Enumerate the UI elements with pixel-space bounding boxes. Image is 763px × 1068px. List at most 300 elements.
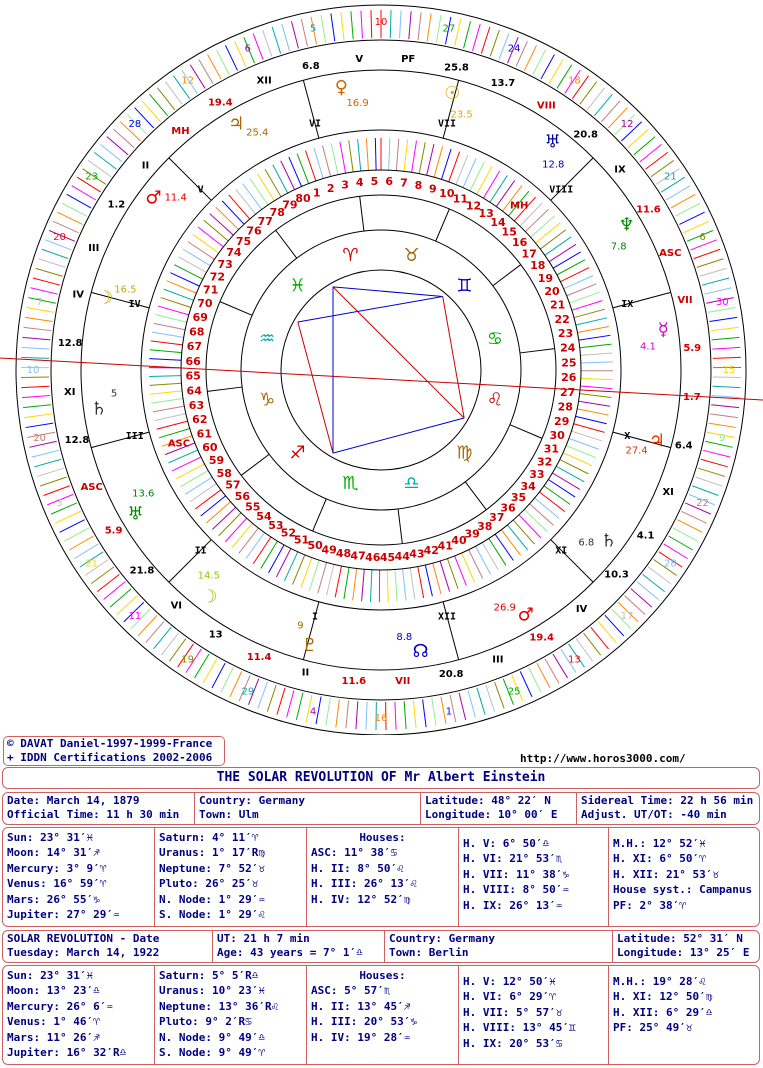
hatch-line bbox=[675, 203, 700, 216]
hatch-line bbox=[62, 203, 87, 216]
revolution-planet: Neptune: 13° 36′R♌ bbox=[159, 999, 279, 1013]
natal-positions-panel bbox=[2, 827, 760, 927]
planet-value: 8.8 bbox=[396, 631, 413, 643]
natal-country: Country: Germany bbox=[199, 794, 305, 807]
outer-ring-number: 28 bbox=[128, 118, 142, 130]
hatch-line bbox=[155, 414, 186, 421]
natal-planets-b bbox=[155, 828, 307, 926]
hatch-line bbox=[21, 377, 49, 378]
hatch-line bbox=[418, 567, 424, 598]
hatch-line bbox=[152, 332, 184, 337]
misc-label: 11.6 bbox=[341, 675, 367, 687]
natal-planet: Moon: 14° 31′♐ bbox=[7, 846, 100, 860]
hatch-line bbox=[287, 690, 294, 717]
hatch-line bbox=[356, 701, 358, 729]
website-link[interactable]: http://www.horos3000.com/ bbox=[520, 752, 686, 765]
revolution-house: H. VII: 5° 57′♉ bbox=[463, 1005, 563, 1019]
zodiac-signs bbox=[259, 245, 503, 494]
misc-label: VI bbox=[170, 600, 183, 612]
hatch-line bbox=[539, 492, 564, 512]
natal-planet: Pluto: 26° 25′♉ bbox=[159, 877, 259, 891]
planet-glyph: ♂ bbox=[517, 604, 534, 626]
hatch-line bbox=[481, 27, 489, 54]
natal-time: Official Time: 11 h 30 min bbox=[7, 808, 180, 821]
outer-ring-number: 17 bbox=[620, 611, 634, 623]
natal-place-cell bbox=[195, 793, 421, 824]
hatch-line bbox=[149, 376, 181, 377]
hatch-line bbox=[455, 19, 461, 46]
revolution-planets-a bbox=[3, 966, 155, 1064]
natal-latitude: Latitude: 48° 22′ N bbox=[425, 794, 551, 807]
zodiac-sign: ♉ bbox=[403, 245, 420, 267]
hatch-line bbox=[199, 59, 213, 83]
hatch-line bbox=[703, 450, 730, 457]
misc-label: 20.8 bbox=[573, 129, 599, 141]
hatch-line bbox=[549, 59, 563, 83]
natal-planets-a bbox=[3, 828, 155, 926]
hatch-line bbox=[362, 569, 365, 601]
degree-label: 37 bbox=[489, 511, 505, 525]
hatch-line bbox=[708, 307, 736, 312]
degree-label: 36 bbox=[500, 501, 516, 515]
hatch-line bbox=[574, 424, 605, 433]
degree-label: 14 bbox=[490, 215, 506, 229]
degree-label: 50 bbox=[307, 539, 323, 553]
planet-glyph: ♀ bbox=[334, 76, 348, 98]
degree-label: 22 bbox=[554, 312, 570, 326]
misc-label: IV bbox=[72, 289, 85, 301]
hatch-line bbox=[346, 700, 349, 728]
natal-coords-cell bbox=[421, 793, 577, 824]
hatch-line bbox=[326, 564, 334, 595]
hatch-line bbox=[390, 10, 391, 38]
hatch-line bbox=[225, 518, 246, 542]
degree-label: 79 bbox=[282, 198, 298, 212]
degree-label: 7 bbox=[400, 176, 408, 190]
misc-label: 20.8 bbox=[438, 669, 464, 681]
hatch-line bbox=[576, 318, 607, 325]
hatch-line bbox=[477, 166, 492, 194]
hatch-line bbox=[212, 663, 225, 688]
hatch-line bbox=[195, 654, 210, 678]
hatch-line bbox=[702, 278, 729, 285]
planet-value: 9 bbox=[297, 620, 304, 632]
revolution-place-cell bbox=[385, 931, 613, 962]
hatch-line bbox=[296, 693, 303, 720]
hatch-line bbox=[712, 337, 740, 340]
hatch-line bbox=[477, 688, 485, 715]
natal-planet: Neptune: 7° 52′♉ bbox=[159, 861, 265, 875]
hatch-line bbox=[524, 45, 536, 70]
hatch-line bbox=[267, 685, 276, 712]
hatch-line bbox=[159, 428, 190, 437]
hatch-line bbox=[64, 528, 89, 541]
hatch-line bbox=[318, 562, 327, 593]
hatch-line bbox=[236, 189, 256, 214]
hatch-line bbox=[222, 201, 244, 224]
hatch-line bbox=[151, 341, 183, 345]
degree-label: 9 bbox=[428, 182, 437, 196]
hatch-line bbox=[361, 11, 363, 39]
hatch-line bbox=[694, 249, 720, 258]
degree-label: 5 bbox=[370, 175, 379, 189]
hatch-line bbox=[535, 498, 560, 518]
hatch-line bbox=[40, 477, 67, 486]
inner-cusp bbox=[360, 196, 364, 231]
hatch-line bbox=[353, 569, 357, 601]
hatch-line bbox=[490, 30, 499, 56]
house-numeral: V bbox=[197, 184, 204, 196]
degree-label: 26 bbox=[561, 371, 577, 385]
page-title: THE SOLAR REVOLUTION OF Mr Albert Einstein bbox=[2, 767, 760, 789]
misc-label: 5.9 bbox=[683, 343, 702, 355]
hatch-line bbox=[370, 570, 371, 602]
revolution-houses-a bbox=[307, 966, 459, 1064]
hatch-line bbox=[711, 405, 739, 408]
hatch-line bbox=[713, 377, 741, 378]
hatch-line bbox=[25, 317, 53, 321]
hatch-line bbox=[153, 406, 184, 412]
inner-cusp bbox=[520, 349, 555, 353]
revolution-planet: Jupiter: 16° 32′R♎ bbox=[7, 1046, 127, 1060]
misc-label: PF bbox=[401, 54, 416, 66]
natal-date: Date: March 14, 1879 bbox=[7, 794, 140, 807]
outer-ring-number: 24 bbox=[507, 43, 521, 55]
hatch-line bbox=[549, 244, 576, 261]
zodiac-sign: ♍ bbox=[456, 442, 473, 464]
hatch-line bbox=[239, 528, 259, 553]
hatch-line bbox=[229, 195, 250, 219]
revolution-house: M.H.: 19° 28′♌ bbox=[613, 975, 706, 988]
degree-label: 63 bbox=[188, 398, 205, 412]
cusp-label: MH bbox=[510, 200, 529, 212]
hatch-line bbox=[225, 45, 237, 70]
planet-glyph: ☽ bbox=[97, 287, 114, 309]
hatch-line bbox=[677, 520, 702, 533]
hatch-line bbox=[243, 184, 262, 210]
hatch-line bbox=[449, 152, 460, 182]
hatch-line bbox=[174, 265, 203, 280]
hatch-line bbox=[340, 142, 346, 173]
outer-ring-number: 21 bbox=[85, 558, 99, 570]
hatch-line bbox=[581, 378, 613, 379]
hatch-line bbox=[490, 175, 507, 202]
hatch-line bbox=[316, 697, 321, 725]
hatch-line bbox=[263, 30, 272, 56]
degree-label: 42 bbox=[423, 544, 439, 558]
natal-house: H. II: 8° 50′♌ bbox=[311, 861, 404, 875]
hatch-line bbox=[375, 138, 376, 170]
hatch-line bbox=[482, 543, 498, 571]
hatch-line bbox=[433, 563, 441, 594]
degree-label: 70 bbox=[197, 297, 213, 311]
degree-label: 53 bbox=[268, 518, 284, 532]
zodiac-sign: ♏ bbox=[342, 472, 359, 494]
planet-value: 27.4 bbox=[625, 445, 648, 457]
degree-label: 35 bbox=[510, 491, 527, 505]
hatch-line bbox=[571, 431, 601, 441]
hatch-line bbox=[545, 237, 571, 255]
hatch-line bbox=[713, 357, 741, 358]
planet-glyph: ♄ bbox=[600, 530, 617, 552]
hatch-line bbox=[208, 55, 221, 80]
natal-planet: S. Node: 1° 29′♌ bbox=[159, 908, 265, 922]
natal-planet: Uranus: 1° 17′R♍ bbox=[159, 846, 265, 860]
hatch-line bbox=[489, 538, 506, 565]
natal-houses-a bbox=[307, 828, 459, 926]
degree-label: 13 bbox=[478, 207, 494, 221]
revolution-planet: Uranus: 10° 23′♓ bbox=[159, 984, 265, 998]
revolution-house: ASC: 5° 57′♏ bbox=[311, 984, 391, 998]
hatch-line bbox=[580, 344, 612, 348]
hatch-line bbox=[427, 144, 434, 175]
hatch-line bbox=[541, 55, 554, 80]
natal-house: H. IX: 26° 13′♒ bbox=[463, 898, 563, 912]
degree-label: 21 bbox=[550, 298, 566, 312]
degree-label: 27 bbox=[559, 385, 576, 399]
hatch-line bbox=[580, 353, 612, 355]
hatch-line bbox=[44, 486, 70, 496]
natal-house-system: House syst.: Campanus bbox=[613, 883, 753, 897]
degree-label: 30 bbox=[549, 428, 565, 442]
aspect-line bbox=[333, 287, 443, 297]
degree-label: 69 bbox=[192, 311, 208, 325]
house-numeral: VII bbox=[437, 118, 457, 130]
hatch-line bbox=[396, 139, 398, 171]
hatch-line bbox=[253, 33, 263, 59]
hatch-line bbox=[577, 409, 608, 415]
hatch-line bbox=[552, 473, 579, 489]
hatch-line bbox=[331, 14, 335, 42]
planet-glyph: ♄ bbox=[90, 398, 107, 420]
hatch-line bbox=[24, 414, 52, 418]
degree-label: 75 bbox=[235, 234, 252, 248]
hatch-line bbox=[323, 145, 331, 176]
misc-label: II bbox=[141, 160, 150, 172]
hatch-line bbox=[230, 671, 242, 696]
hatch-line bbox=[193, 234, 219, 253]
hatch-line bbox=[24, 327, 52, 330]
inner-cusp bbox=[313, 499, 327, 531]
hatch-line bbox=[441, 149, 451, 180]
degree-labels bbox=[27, 17, 736, 724]
revolution-planet: Moon: 13° 23′♎ bbox=[7, 984, 100, 998]
degree-label: 41 bbox=[437, 539, 453, 553]
natal-house: M.H.: 12° 52′♓ bbox=[613, 837, 706, 850]
natal-adjust: Adjust. UT/OT: -40 min bbox=[581, 808, 727, 821]
hatch-line bbox=[180, 471, 208, 487]
outer-ring-number: 1 bbox=[445, 706, 453, 718]
natal-planet: Mercury: 3° 9′♈ bbox=[7, 861, 107, 875]
hatch-line bbox=[321, 15, 326, 43]
planet-value: 11.4 bbox=[164, 192, 187, 204]
hatch-line bbox=[305, 151, 315, 181]
hatch-line bbox=[459, 693, 466, 720]
hatch-line bbox=[486, 685, 495, 712]
hatch-line bbox=[301, 558, 312, 588]
cusp-label: ASC bbox=[167, 438, 191, 450]
hatch-line bbox=[219, 513, 241, 536]
natal-planet: Venus: 16° 59′♈ bbox=[7, 877, 107, 891]
hatch-line bbox=[150, 383, 182, 385]
degree-label: 72 bbox=[209, 270, 226, 284]
degree-label: 31 bbox=[543, 442, 560, 456]
hatch-line bbox=[711, 327, 739, 330]
hatch-line bbox=[344, 567, 349, 599]
degree-label: 49 bbox=[321, 543, 337, 557]
hatch-line bbox=[576, 416, 607, 423]
inner-cusp bbox=[241, 454, 269, 475]
hatch-line bbox=[697, 259, 724, 268]
zodiac-sign: ♑ bbox=[258, 389, 276, 411]
hatch-line bbox=[272, 27, 280, 54]
misc-label: 6.4 bbox=[674, 440, 693, 452]
outer-ring-number: 10 bbox=[26, 365, 40, 376]
planet-value: 6.8 bbox=[578, 537, 595, 549]
hatch-line bbox=[151, 399, 183, 404]
hatch-line bbox=[468, 690, 475, 717]
degree-label: 40 bbox=[451, 534, 467, 548]
hatch-line bbox=[21, 357, 49, 358]
hatch-line bbox=[216, 50, 229, 75]
revolution-positions-panel bbox=[2, 965, 760, 1065]
hatch-line bbox=[366, 138, 368, 170]
natal-house: ASC: 11° 38′♋ bbox=[311, 846, 398, 860]
revolution-house: H. IX: 20° 53′♋ bbox=[463, 1036, 563, 1050]
revolution-planet: Saturn: 5° 5′R♎ bbox=[159, 969, 259, 982]
revolution-house: H. XII: 6° 29′♎ bbox=[613, 1005, 713, 1019]
hatch-line bbox=[351, 11, 353, 39]
misc-label: 13 bbox=[208, 629, 223, 641]
revolution-house: H. IV: 19° 28′♒ bbox=[311, 1030, 411, 1044]
degree-label: 64 bbox=[186, 384, 202, 398]
hatch-line bbox=[309, 560, 319, 590]
hatch-line bbox=[157, 421, 188, 429]
planet-value: 16.5 bbox=[114, 284, 137, 296]
hatch-line bbox=[669, 536, 693, 550]
planet-glyph: ♅ bbox=[127, 503, 144, 525]
hatch-line bbox=[67, 194, 91, 208]
misc-label: IV bbox=[575, 604, 588, 616]
hatch-line bbox=[246, 533, 265, 559]
inner-cusp bbox=[493, 265, 521, 286]
hatch-line bbox=[447, 559, 458, 589]
outer-ring-number: 7 bbox=[36, 297, 43, 309]
misc-label: XI bbox=[662, 486, 674, 498]
outer-ring-number: 16 bbox=[374, 713, 388, 724]
hatch-line bbox=[183, 249, 210, 266]
hatch-line bbox=[371, 10, 372, 38]
outer-ring-number: 27 bbox=[442, 23, 456, 35]
house-numeral: XI bbox=[555, 545, 568, 557]
hatch-line bbox=[533, 50, 546, 75]
outer-ring-number: 29 bbox=[241, 686, 255, 698]
natal-house: H. III: 26° 13′♌ bbox=[311, 877, 417, 891]
aspect-line bbox=[298, 296, 443, 322]
planet-glyph: ☿ bbox=[657, 319, 669, 341]
natal-sidereal-cell bbox=[577, 793, 759, 824]
degree-label: 65 bbox=[185, 369, 201, 383]
copyright-line-2: + IDDN Certifications 2002-2006 bbox=[7, 751, 213, 764]
planet-value: 23.5 bbox=[450, 109, 473, 121]
planet-value: 14.5 bbox=[197, 570, 220, 582]
hatch-line bbox=[572, 301, 603, 311]
outer-ring-number: 12 bbox=[181, 75, 195, 87]
misc-label: 1.7 bbox=[682, 392, 701, 404]
outer-ring-number: 6 bbox=[244, 43, 252, 55]
hatch-line bbox=[34, 459, 61, 467]
hatch-line bbox=[419, 142, 425, 173]
hatch-line bbox=[699, 268, 726, 276]
degree-label: 74 bbox=[226, 245, 242, 259]
outer-ring-number: 5 bbox=[309, 23, 317, 35]
hatch-line bbox=[709, 317, 737, 321]
outer-ring-number: 3 bbox=[56, 498, 63, 510]
hatch-line bbox=[273, 165, 288, 193]
hatch-line bbox=[178, 257, 206, 273]
hatch-line bbox=[154, 323, 185, 329]
hatch-line bbox=[22, 395, 50, 397]
revolution-info-panel bbox=[2, 930, 760, 963]
degree-label: 76 bbox=[246, 224, 262, 238]
degree-label: 57 bbox=[225, 478, 241, 492]
degree-label: 11 bbox=[452, 192, 469, 206]
degree-label: 23 bbox=[557, 327, 574, 341]
hatch-line bbox=[709, 423, 737, 427]
house-numeral: I bbox=[311, 611, 319, 623]
degree-label: 54 bbox=[256, 510, 272, 524]
misc-label: III bbox=[88, 243, 100, 255]
revolution-planet: Sun: 23° 31′♓ bbox=[7, 969, 94, 982]
natal-info-panel bbox=[2, 792, 760, 825]
degree-label: 12 bbox=[465, 199, 482, 213]
degree-label: 52 bbox=[280, 526, 297, 540]
hatch-line bbox=[403, 569, 406, 601]
revolution-date-cell bbox=[3, 931, 213, 962]
hatch-line bbox=[164, 289, 194, 300]
hatch-line bbox=[158, 306, 189, 315]
misc-label: VII bbox=[395, 676, 411, 688]
misc-label: 19.4 bbox=[207, 97, 233, 109]
hatch-line bbox=[301, 19, 307, 46]
hatch-line bbox=[69, 536, 93, 550]
natal-planet: Mars: 26° 55′♑ bbox=[7, 892, 100, 906]
misc-label: 10.3 bbox=[604, 569, 629, 581]
hatch-line bbox=[150, 391, 182, 394]
inner-cusp bbox=[276, 230, 297, 258]
hatch-line bbox=[427, 14, 431, 42]
degree-label: 67 bbox=[186, 340, 203, 354]
hatch-line bbox=[190, 484, 216, 502]
degree-label: 17 bbox=[521, 247, 537, 261]
revolution-planets-b bbox=[155, 966, 307, 1064]
outer-ring-number: 19 bbox=[181, 654, 195, 666]
hatch-line bbox=[671, 194, 695, 208]
revolution-date-label: SOLAR REVOLUTION - Date bbox=[7, 932, 160, 945]
degree-label: 58 bbox=[216, 466, 232, 480]
hatch-line bbox=[201, 496, 226, 516]
hatch-line bbox=[331, 143, 338, 174]
hatch-line bbox=[409, 11, 411, 39]
degree-label: 46 bbox=[365, 550, 381, 564]
revolution-houses-b bbox=[459, 966, 609, 1064]
house-numeral: X bbox=[624, 430, 631, 442]
hatch-line bbox=[410, 568, 415, 600]
hatch-line bbox=[483, 171, 499, 198]
hatch-line bbox=[395, 570, 397, 602]
degree-label: 77 bbox=[257, 214, 273, 228]
hatch-line bbox=[176, 464, 204, 479]
